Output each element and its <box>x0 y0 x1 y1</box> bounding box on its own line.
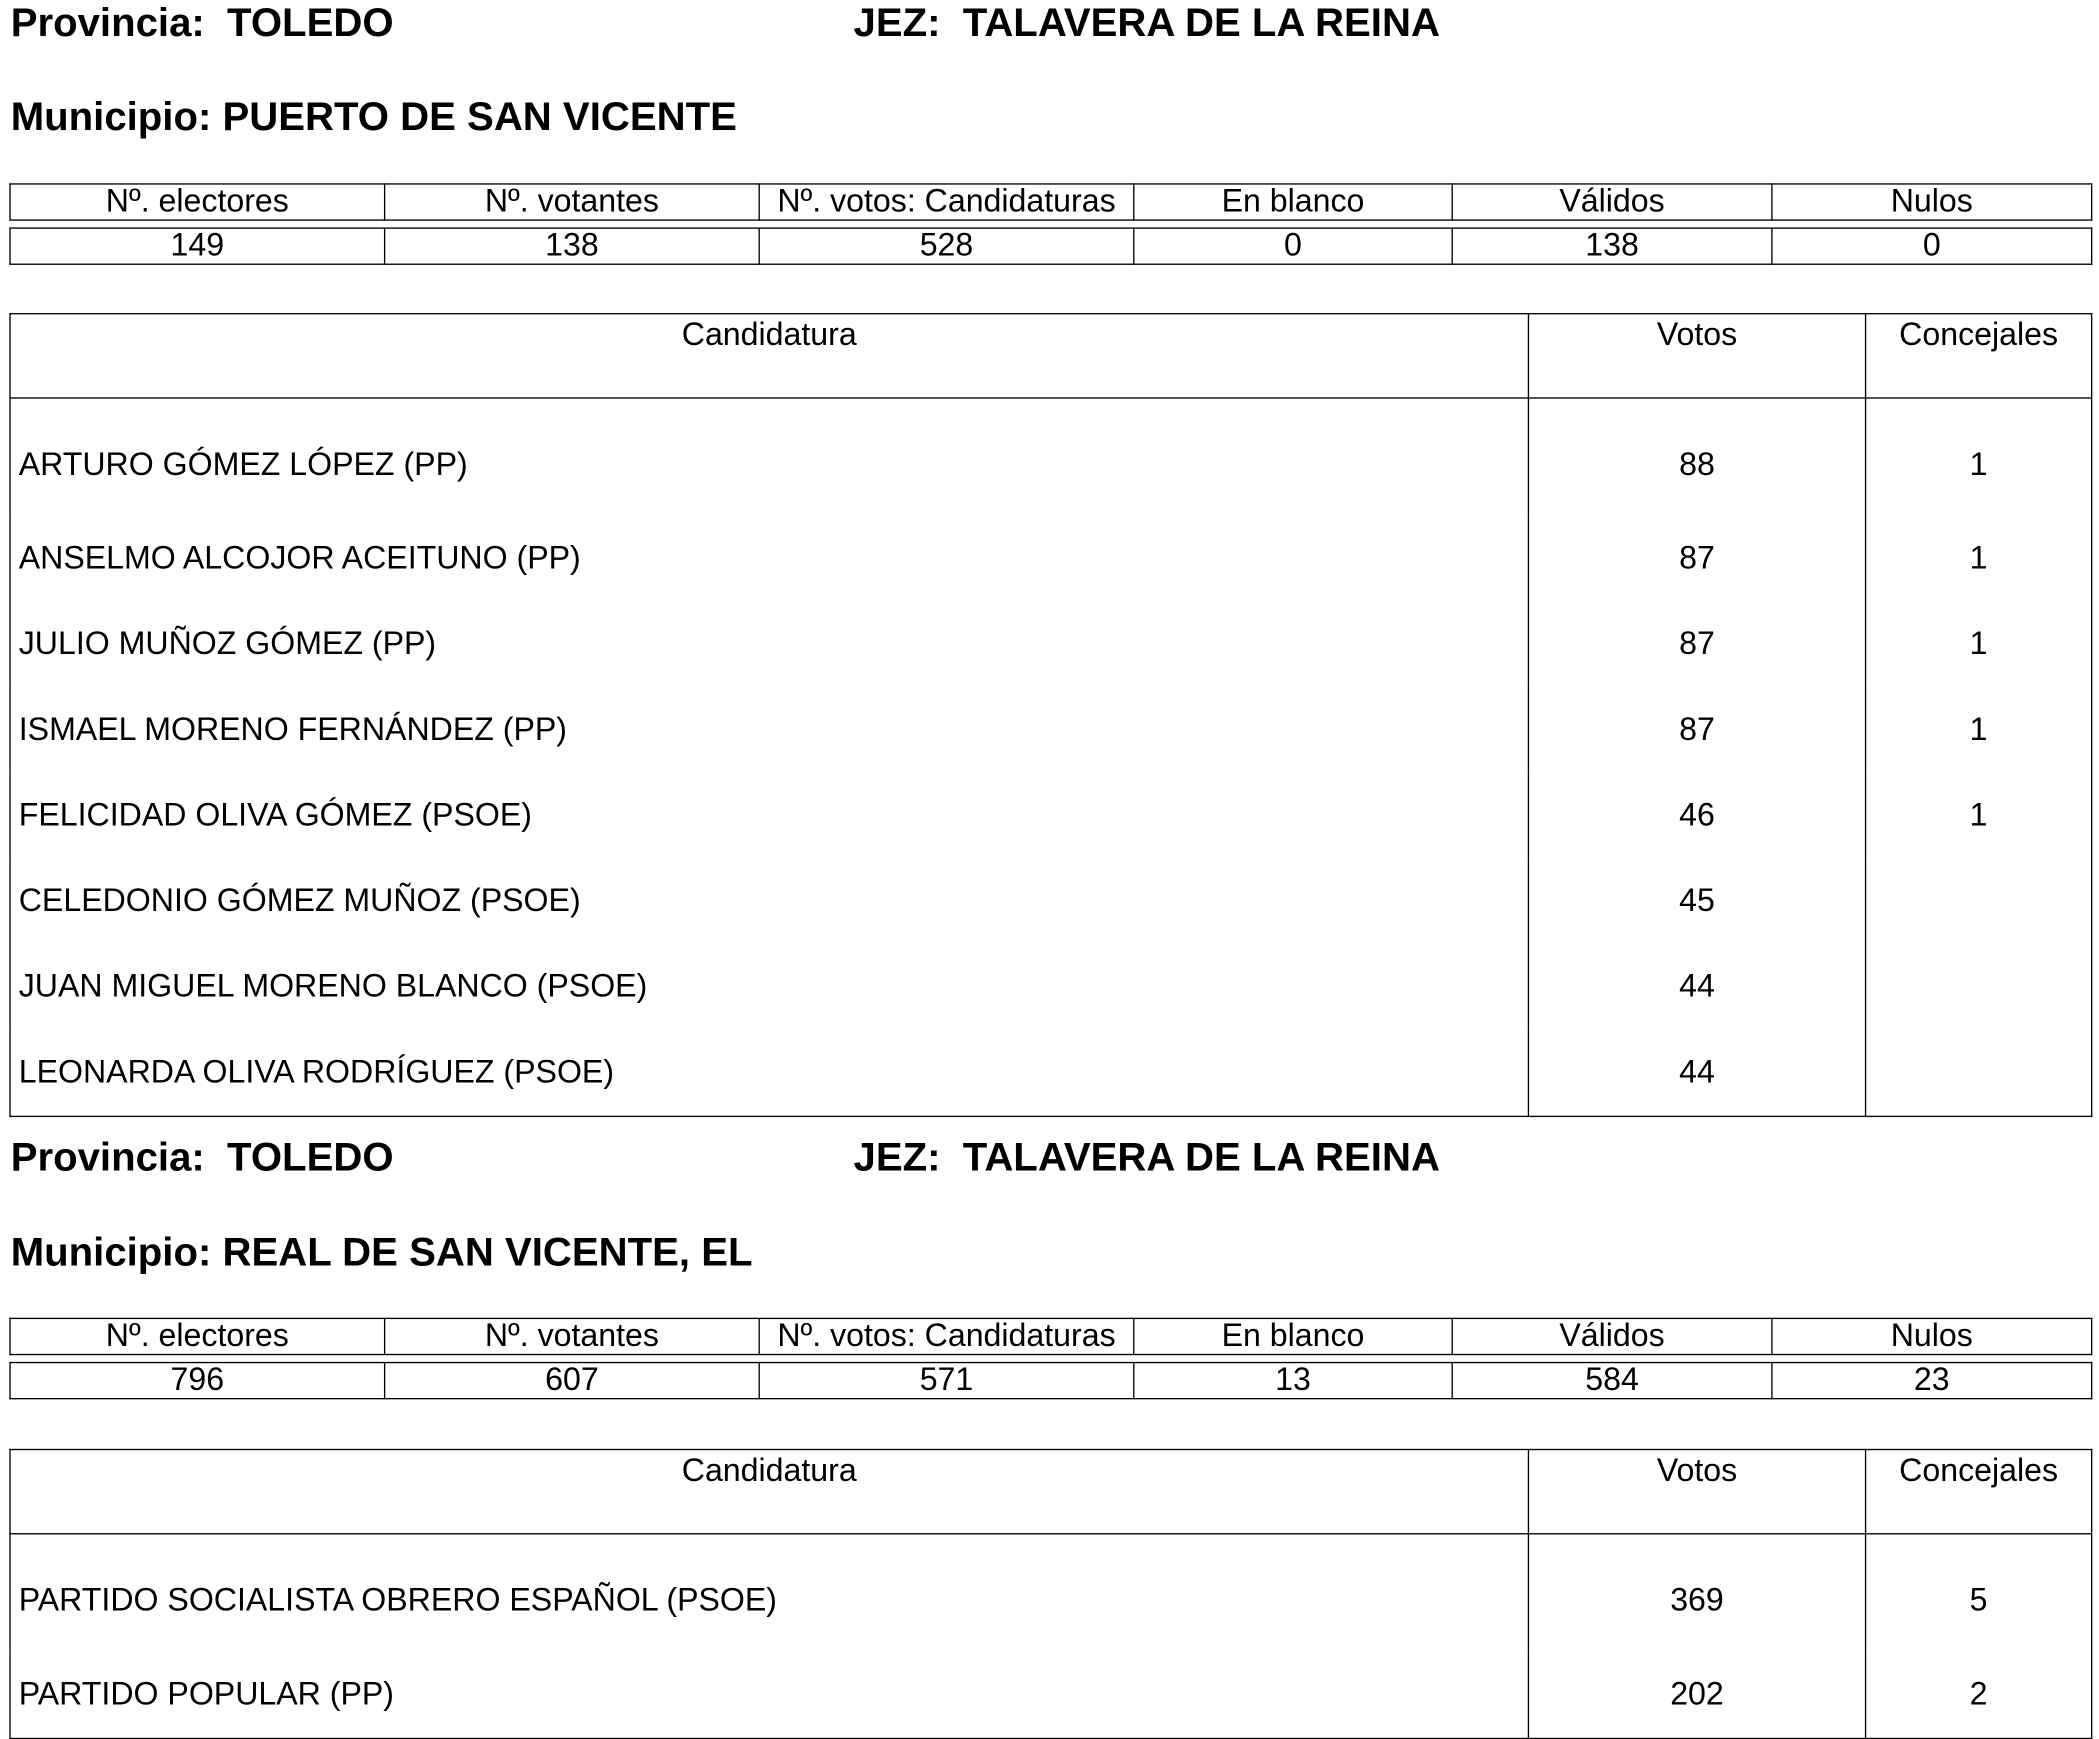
candidate-concejales <box>1866 859 2092 945</box>
candidate-concejales: 1 <box>1866 602 2092 688</box>
candidate-votos: 202 <box>1528 1652 1865 1738</box>
candidate-concejales <box>1866 1030 2092 1116</box>
stats-value-nulos: 0 <box>1772 228 2092 264</box>
stats-header-row <box>10 184 2092 220</box>
municipio-label: Municipio: REAL DE SAN VICENTE, EL <box>10 1230 753 1275</box>
stats-value-votantes: 138 <box>385 228 760 264</box>
candidate-concejales: 1 <box>1866 773 2092 859</box>
provincia-label: Provincia: TOLEDO <box>10 1 394 46</box>
table-row <box>10 1534 2092 1652</box>
stats-value-en-blanco: 13 <box>1134 1363 1452 1399</box>
table-row <box>10 398 2092 516</box>
candidate-concejales: 1 <box>1866 688 2092 774</box>
table-row <box>10 944 2092 1030</box>
stats-header-en-blanco: En blanco <box>1134 1318 1452 1354</box>
candidate-votos: 44 <box>1528 944 1865 1030</box>
candidates-header-row <box>10 1450 2092 1534</box>
candidates-header-row <box>10 314 2092 398</box>
table-row <box>10 516 2092 602</box>
candidate-concejales: 1 <box>1866 398 2092 516</box>
candidate-name: CELEDONIO GÓMEZ MUÑOZ (PSOE) <box>10 859 1528 945</box>
candidate-votos: 87 <box>1528 688 1865 774</box>
candidate-name: LEONARDA OLIVA RODRÍGUEZ (PSOE) <box>10 1030 1528 1116</box>
candidate-concejales: 5 <box>1866 1534 2092 1652</box>
candidate-name: JULIO MUÑOZ GÓMEZ (PP) <box>10 602 1528 688</box>
candidate-concejales: 2 <box>1866 1652 2092 1738</box>
stats-values-table <box>9 1362 2092 1399</box>
provincia-label: Provincia: TOLEDO <box>10 1135 394 1180</box>
candidates-header-votos: Votos <box>1528 1450 1865 1534</box>
stats-header-validos: Válidos <box>1452 184 1772 220</box>
stats-header-votos-candidaturas: Nº. votos: Candidaturas <box>759 184 1134 220</box>
candidates-header-candidatura: Candidatura <box>10 314 1528 398</box>
stats-value-validos: 584 <box>1452 1363 1772 1399</box>
stats-value-nulos: 23 <box>1772 1363 2092 1399</box>
stats-header-votos-candidaturas: Nº. votos: Candidaturas <box>759 1318 1134 1354</box>
table-row <box>10 859 2092 945</box>
stats-value-validos: 138 <box>1452 228 1772 264</box>
candidate-votos: 46 <box>1528 773 1865 859</box>
table-row <box>10 688 2092 774</box>
table-row <box>10 602 2092 688</box>
stats-header-table <box>9 183 2092 220</box>
stats-header-nulos: Nulos <box>1772 1318 2092 1354</box>
table-row <box>10 773 2092 859</box>
candidate-name: JUAN MIGUEL MORENO BLANCO (PSOE) <box>10 944 1528 1030</box>
stats-header-votantes: Nº. votantes <box>385 1318 760 1354</box>
table-row <box>10 1652 2092 1738</box>
jez-label: JEZ: TALAVERA DE LA REINA <box>853 1135 1440 1180</box>
candidate-name: PARTIDO POPULAR (PP) <box>10 1652 1528 1738</box>
candidate-concejales: 1 <box>1866 516 2092 602</box>
stats-header-row <box>10 1318 2092 1354</box>
candidates-header-candidatura: Candidatura <box>10 1450 1528 1534</box>
candidates-table <box>9 1449 2092 1739</box>
stats-header-table <box>9 1318 2092 1355</box>
stats-value-votos-candidaturas: 571 <box>759 1363 1134 1399</box>
candidates-table <box>9 313 2092 1117</box>
candidate-votos: 369 <box>1528 1534 1865 1652</box>
stats-header-electores: Nº. electores <box>10 1318 385 1354</box>
stats-value-votos-candidaturas: 528 <box>759 228 1134 264</box>
stats-header-votantes: Nº. votantes <box>385 184 760 220</box>
candidate-name: ISMAEL MORENO FERNÁNDEZ (PP) <box>10 688 1528 774</box>
candidates-header-concejales: Concejales <box>1866 1450 2092 1534</box>
stats-header-en-blanco: En blanco <box>1134 184 1452 220</box>
stats-value-votantes: 607 <box>385 1363 760 1399</box>
stats-value-electores: 796 <box>10 1363 385 1399</box>
stats-values-row <box>10 228 2092 264</box>
stats-header-nulos: Nulos <box>1772 184 2092 220</box>
stats-header-electores: Nº. electores <box>10 184 385 220</box>
candidate-votos: 87 <box>1528 516 1865 602</box>
candidate-votos: 87 <box>1528 602 1865 688</box>
candidate-votos: 44 <box>1528 1030 1865 1116</box>
table-row <box>10 1030 2092 1116</box>
candidate-name: FELICIDAD OLIVA GÓMEZ (PSOE) <box>10 773 1528 859</box>
stats-value-en-blanco: 0 <box>1134 228 1452 264</box>
jez-label: JEZ: TALAVERA DE LA REINA <box>853 1 1440 46</box>
candidate-name: ARTURO GÓMEZ LÓPEZ (PP) <box>10 398 1528 516</box>
candidate-concejales <box>1866 944 2092 1030</box>
candidates-header-concejales: Concejales <box>1866 314 2092 398</box>
stats-value-electores: 149 <box>10 228 385 264</box>
stats-header-validos: Válidos <box>1452 1318 1772 1354</box>
stats-values-table <box>9 227 2092 264</box>
candidates-header-votos: Votos <box>1528 314 1865 398</box>
candidate-votos: 88 <box>1528 398 1865 516</box>
candidate-votos: 45 <box>1528 859 1865 945</box>
stats-values-row <box>10 1363 2092 1399</box>
candidate-name: PARTIDO SOCIALISTA OBRERO ESPAÑOL (PSOE) <box>10 1534 1528 1652</box>
municipio-label: Municipio: PUERTO DE SAN VICENTE <box>10 94 737 140</box>
candidate-name: ANSELMO ALCOJOR ACEITUNO (PP) <box>10 516 1528 602</box>
